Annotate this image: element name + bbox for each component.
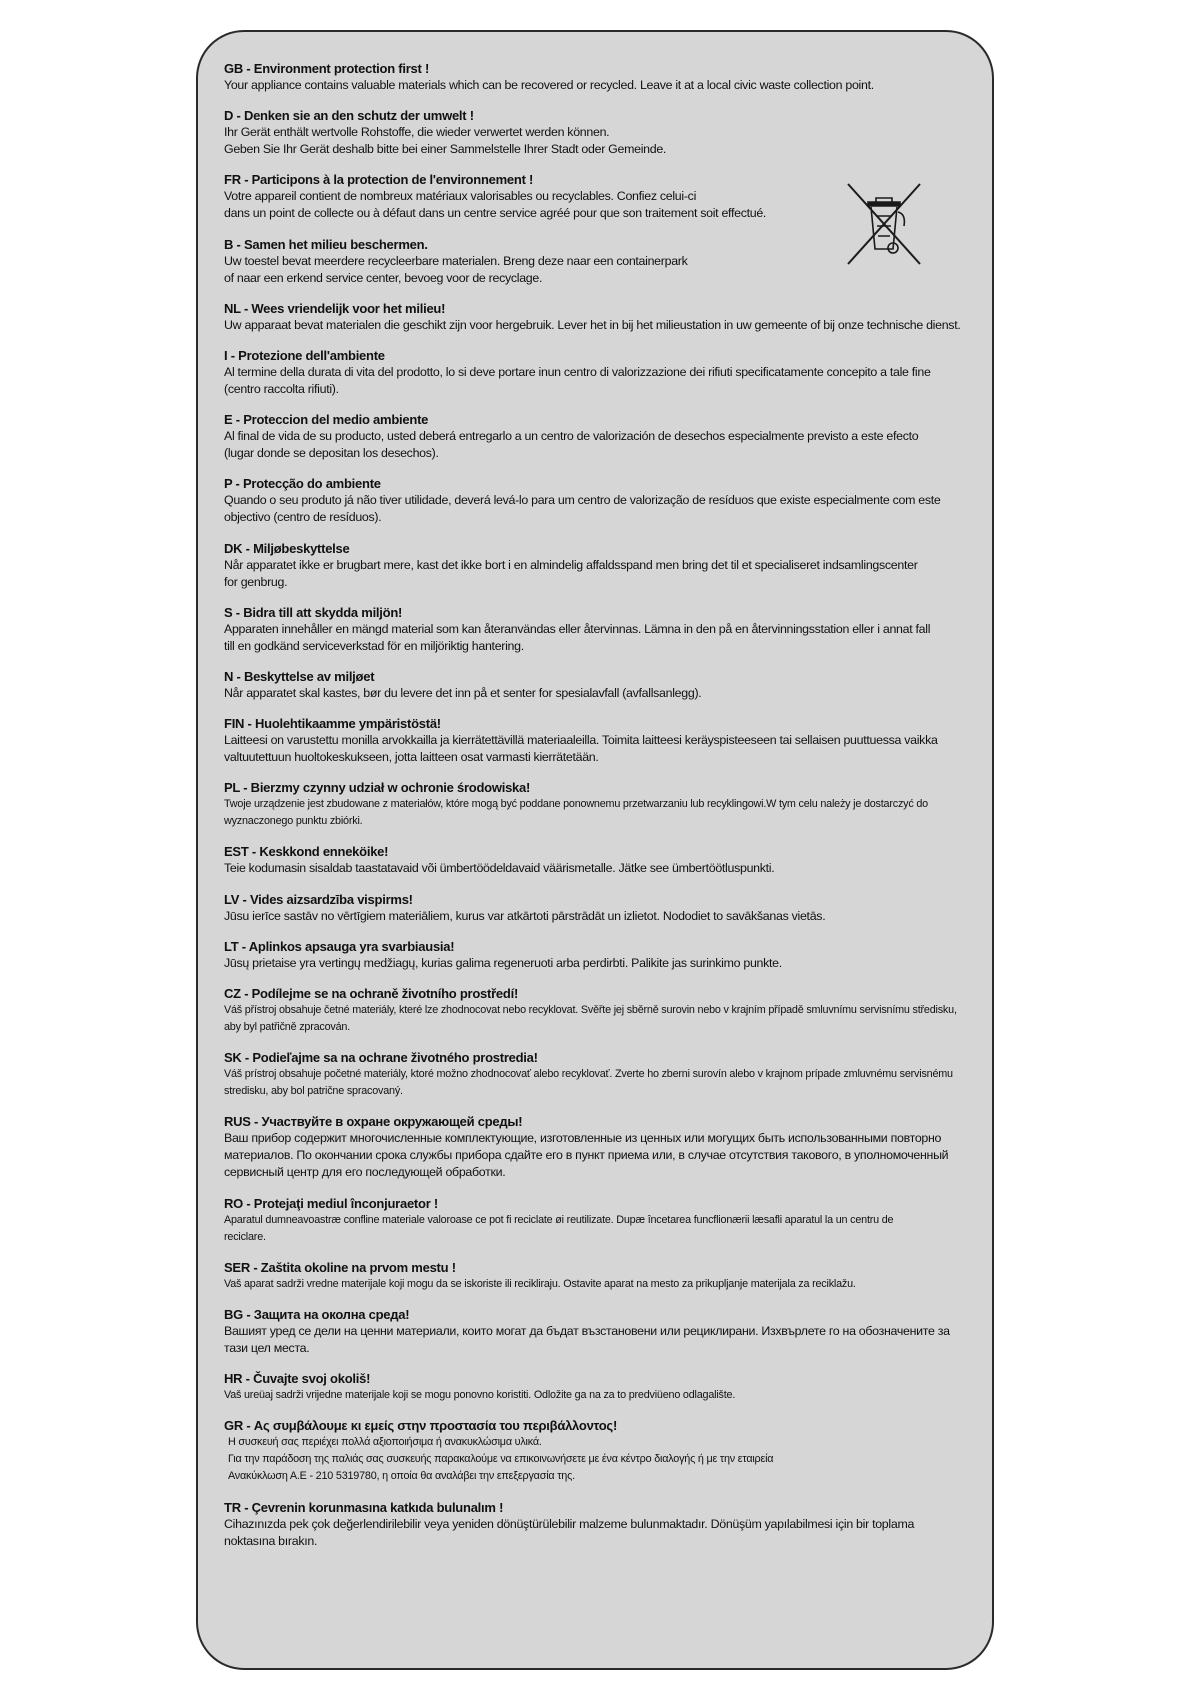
section-body: Laitteesi on varustettu monilla arvokkailla ja kierrätettävillä materiaaleilla. Toimita laitteesi keräyspisteeseen tai sellaisen puuttuessa vaikka valtuutettuun huoltokeskukseen, jotta laitteen osat varmasti kierrätetään. (224, 733, 938, 765)
notice-section (224, 540, 982, 591)
section-body: Váš prístroj obsahuje početné materiály, ktoré možno zhodnocovať alebo recyklovať. Zverte ho zberni surovín alebo v krajnom prípade zmluvnému servisnému stredisku, aby bol patrične spracovaný. (224, 1068, 953, 1098)
section-heading: LT - Aplinkos apsauga yra svarbiausia! (224, 938, 455, 954)
section-body: Quando o seu produto já não tiver utilidade, deverá levá-lo para um centro de valorização de resíduos que existe especialmente com este objectivo (centro de resíduos). (224, 493, 941, 525)
notice-section (224, 604, 982, 655)
section-body: Teie kodumasin sisaldab taastatavaid või ümbertöödeldavaid väärismetalle. Jätke see ümbertöötluspunkti. (224, 861, 775, 876)
section-body: Вашият уред се дели на ценни материали, които могат да бъдат възстановени или рециклирани. Изхвърлете го на обозначените за тази цел места. (224, 1323, 950, 1355)
language-sections (224, 60, 982, 1550)
notice-section (224, 938, 982, 972)
notice-section (224, 411, 982, 462)
section-heading: RO - Protejaţi mediul înconjuraetor ! (224, 1195, 438, 1211)
notice-section (224, 107, 982, 158)
section-heading: I - Protezione dell'ambiente (224, 347, 385, 363)
notice-section (224, 60, 982, 94)
section-body: Your appliance contains valuable materials which can be recovered or recycled. Leave it at a local civic waste collection point. (224, 78, 874, 92)
section-body: Ваш прибор содержит многочисленные комплектующие, изготовленные из ценных или могущих быть использованными повторно материалов. По окончании срока службы прибора сдайте его в пункт приема или, в случае отсутствия такового, в уполномоченный сервисный центр для его последующей обработки. (224, 1131, 949, 1180)
section-heading: S - Bidra till att skydda miljön! (224, 604, 403, 620)
notice-section (224, 891, 982, 925)
section-body: Votre appareil contient de nombreux matériaux valorisables ou recyclables. Confiez celui-ci dans un point de collecte ou à défaut dans un centre service agréé pour que son traitement soit effectué. (224, 189, 767, 221)
notice-section (224, 1259, 982, 1293)
section-heading: P - Protecção do ambiente (224, 476, 381, 492)
notice-section (224, 347, 982, 398)
section-body: Η συσκευή σας περιέχει πολλά αξιοποιήσιμα ή ανακυκλώσιμα υλικά. Για την παράδοση της παλιάς σας συσκευής παρακαλούμε να επικοινωνήσετε με ένα κέντρο διαλογής ή με την εταιρεία Ανακύκλωση Α.Ε - 210 5319780, η οποία θα αναλάβει την επεξεργασία της. (228, 1436, 774, 1483)
section-body: Uw apparaat bevat materialen die geschikt zijn voor hergebruik. Lever het in bij het milieustation in uw gemeente of bij onze technische dienst. (224, 317, 961, 332)
section-heading: E - Proteccion del medio ambiente (224, 412, 429, 428)
section-heading: CZ - Podílejme se na ochraně životního prostředí! (224, 986, 519, 1001)
section-body: Ihr Gerät enthält wertvolle Rohstoffe, die wieder verwertet werden können. Geben Sie Ihr Gerät deshalb bitte bei einer Sammelstelle Ihrer Stadt oder Gemeinde. (224, 125, 667, 157)
section-body: Al termine della durata di vita del prodotto, lo si deve portare inun centro di valorizzazione dei rifiuti specificatamente concepito a tale fine (centro raccolta rifiuti). (224, 364, 931, 396)
notice-section (224, 300, 982, 334)
section-heading: FR - Participons à la protection de l'environnement ! (224, 172, 534, 188)
section-body: Apparaten innehåller en mängd material som kan återanvändas eller återvinnas. Lämna in den på en återvinningsstation eller i annat fall till en godkänd serviceverkstad för en miljöriktig hantering. (224, 621, 931, 653)
notice-section (224, 1113, 982, 1181)
section-body: Når apparatet skal kastes, bør du levere det inn på et senter for spesialavfall (avfallsanlegg). (224, 685, 702, 700)
section-body: Uw toestel bevat meerdere recycleerbare materialen. Breng deze naar een containerpark of naar een erkend service center, bevoeg voor de recyclage. (224, 253, 688, 285)
section-body: Cihazınızda pek çok değerlendirilebilir veya yeniden dönüştürülebilir malzeme bulunmaktadır. Dönüşüm yapılabilmesi için bir toplama noktasına bırakın. (224, 1516, 915, 1548)
notice-section (224, 985, 982, 1036)
notice-section (224, 1049, 982, 1100)
section-heading: SK - Podieľajme sa na ochrane životného prostredia! (224, 1050, 538, 1066)
section-body: Al final de vida de su producto, usted deberá entregarlo a un centro de valorización de desechos especialmente previsto a este efecto (lugar donde se depositan los desechos). (224, 429, 919, 461)
section-heading: DK - Miljøbeskyttelse (224, 540, 350, 556)
section-body: Aparatul dumneavoastræ confline materiale valoroase ce pot fi reciclate øi reutilizate. Dupæ încetarea funcflionærii læsafli aparatul la un centru de reciclare. (224, 1213, 894, 1243)
section-body: Når apparatet ikke er brugbart mere, kast det ikke bort i en almindelig affaldsspand men bring det til et specialiseret indsamlingscenter for genbrug. (224, 557, 918, 589)
section-heading: LV - Vides aizsardzība vispirms! (224, 891, 413, 907)
section-heading: FIN - Huolehtikaamme ympäristöstä! (224, 716, 441, 732)
section-body: Jūsų prietaise yra vertingų medžiagų, kurias galima regeneruoti arba perdirbti. Palikite jas surinkimo punkte. (224, 955, 782, 970)
notice-section (224, 1195, 982, 1246)
section-body: Vaš aparat sadrži vredne materijale koji mogu da se iskoriste ili recikliraju. Ostavite aparat na mesto za prikupljanje materijala za reciklažu. (224, 1277, 856, 1290)
section-heading: N - Beskyttelse av miljøet (224, 668, 375, 684)
notice-section (224, 779, 982, 830)
section-heading: PL - Bierzmy czynny udział w ochronie środowiska! (224, 780, 531, 796)
section-body: Jūsu ierīce sastāv no vērtīgiem materiāliem, kurus var atkārtoti pārstrādāt un izlietot. Nododiet to savākšanas vietās. (224, 908, 826, 923)
section-heading: B - Samen het milieu beschermen. (224, 236, 428, 252)
notice-section (224, 1417, 982, 1485)
section-heading: NL - Wees vriendelijk voor het milieu! (224, 300, 446, 316)
section-heading: BG - Защита на околна среда! (224, 1306, 410, 1322)
notice-section (224, 843, 982, 877)
notice-section (224, 475, 982, 526)
section-heading: RUS - Участвуйте в охране окружающей среды! (224, 1114, 523, 1130)
notice-section (224, 668, 982, 702)
section-body: Twoje urządzenie jest zbudowane z materiałów, które mogą być poddane ponownemu przetwarzaniu lub recyklingowi.W tym celu należy je dostarczyć do wyznaczonego punktu zbiórki. (224, 798, 928, 828)
section-heading: SER - Zaštita okoline na prvom mestu ! (224, 1259, 456, 1275)
section-heading: TR - Çevrenin korunmasına katkıda bulunalım ! (224, 1499, 504, 1515)
section-heading: EST - Keskkond enneköike! (224, 844, 389, 860)
section-heading: D - Denken sie an den schutz der umwelt ! (224, 108, 474, 124)
notice-section (224, 1499, 982, 1550)
section-heading: GR - Ας συμβάλουμε κι εμείς στην προστασία του περιβάλλοντος! (224, 1418, 618, 1434)
notice-section (224, 1306, 982, 1357)
section-body: Vaš ureüaj sadrži vrijedne materijale koji se mogu ponovno koristiti. Odložite ga na za to predviüeno odlagalište. (224, 1389, 736, 1402)
notice-section (224, 1370, 982, 1404)
recycling-notice-panel (196, 30, 994, 1670)
crossed-out-wheelie-bin-icon (846, 182, 922, 266)
section-heading: HR - Čuvajte svoj okoliš! (224, 1371, 371, 1387)
section-body: Váš přístroj obsahuje četné materiály, které lze zhodnocovat nebo recyklovat. Svěřte jej sběrně surovin nebo v krajním případě smluvnímu servisnímu středisku, aby byl patřičně zpracován. (224, 1004, 957, 1033)
notice-section (224, 715, 982, 766)
section-heading: GB - Environment protection first ! (224, 61, 430, 76)
